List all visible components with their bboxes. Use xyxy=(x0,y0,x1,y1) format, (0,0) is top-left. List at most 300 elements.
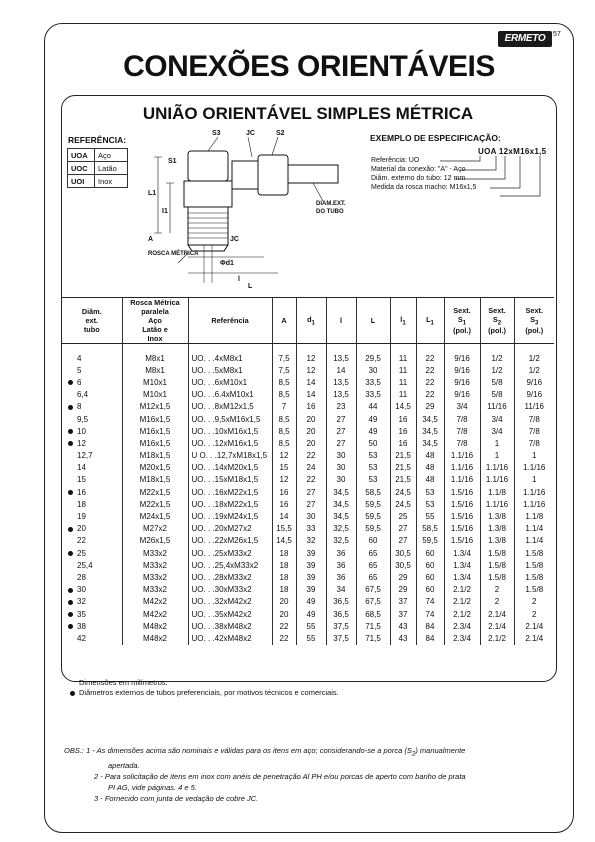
fitting-technical-drawing xyxy=(148,123,363,293)
label-diam-ext-1: DIAM.EXT. xyxy=(316,201,346,207)
cell-s3: 2.1/4 xyxy=(514,632,554,644)
cell-diameter: 12,7 xyxy=(77,451,93,461)
cell-l: 49 xyxy=(356,425,390,437)
cell-l: 32,5 xyxy=(326,523,356,535)
label-diam-ext-2: DO TUBO xyxy=(316,209,344,215)
cell-s3: 7/8 xyxy=(514,425,554,437)
cell-a: 15 xyxy=(272,462,296,474)
cell-d1: 32 xyxy=(296,535,326,547)
cell-l1: 30,5 xyxy=(390,559,416,571)
spec-example-label: EXEMPLO DE ESPECIFICAÇÃO: xyxy=(370,133,501,143)
cell-s3: 1.1/4 xyxy=(514,535,554,547)
cell-l: 44 xyxy=(356,401,390,413)
cell-ref: UO. . .14xM20x1,5 xyxy=(188,462,272,474)
cell-s2: 1.1/16 xyxy=(480,474,514,486)
cell-diameter: 14 xyxy=(77,463,86,473)
cell-diameter: 12 xyxy=(62,437,122,449)
preferred-bullet-icon xyxy=(68,441,73,446)
observations-block: OBS.: 1 - As dimensões acima são nominais e válidas para os itens em aço; considerando-se a porca $(S_2)$ manualmente apertada. 2 - Para solicitação de itens em inox com anéis de penetração Al PH e/ou porcas de aperto com banho de prata PI AG, vide páginas. 4 e 5. 3 - Fornecido com junta de vedação de cobre JC. xyxy=(64,746,466,803)
cell-rosca: M48x2 xyxy=(122,632,188,644)
spec-line-material: Material da conexão: "A" - Aço xyxy=(371,166,466,173)
cell-l1: 11 xyxy=(390,376,416,388)
cell-l: 30 xyxy=(326,474,356,486)
cell-l1: 30,5 xyxy=(390,547,416,559)
cell-ref: UO. . .35xM42x2 xyxy=(188,608,272,620)
cell-s1: 9/16 xyxy=(444,376,480,388)
cell-s3: 1.1/8 xyxy=(514,510,554,522)
cell-l1: 34,5 xyxy=(416,425,444,437)
cell-l: 27 xyxy=(326,437,356,449)
cell-diameter: 15 xyxy=(77,475,86,485)
cell-s3: 11/16 xyxy=(514,401,554,413)
preferred-bullet-icon xyxy=(68,380,73,385)
header-reference: Referência xyxy=(188,298,272,344)
label-rosca: ROSCA MÉTRICA xyxy=(148,251,199,257)
cell-s2: 2.1/2 xyxy=(480,632,514,644)
cell-s1: 2.3/4 xyxy=(444,620,480,632)
cell-s1: 2.3/4 xyxy=(444,632,480,644)
cell-l: 36 xyxy=(326,559,356,571)
cell-ref: UO. . .30xM33x2 xyxy=(188,584,272,596)
cell-s2: 1/2 xyxy=(480,364,514,376)
cell-diameter: 4 xyxy=(77,353,82,363)
cell-l: 71,5 xyxy=(356,632,390,644)
cell-l1: 37 xyxy=(390,596,416,608)
cell-ref: UO. . .9,5xM16x1,5 xyxy=(188,413,272,425)
cell-l: 13,5 xyxy=(326,376,356,388)
cell-rosca: M33x2 xyxy=(122,559,188,571)
cell-rosca: M18x1,5 xyxy=(122,450,188,462)
cell-l: 68,5 xyxy=(356,608,390,620)
cell-l: 14 xyxy=(326,364,356,376)
header-a: A xyxy=(272,298,296,344)
table-row xyxy=(62,401,554,413)
cell-diameter: 16 xyxy=(62,486,122,498)
preferred-bullet-icon xyxy=(68,624,73,629)
spec-line-diameter: Diâm. externo do tubo: 12 mm xyxy=(371,175,466,182)
cell-a: 18 xyxy=(272,559,296,571)
cell-a: 20 xyxy=(272,596,296,608)
cell-s2: 1.3/8 xyxy=(480,510,514,522)
label-l1: L1 xyxy=(148,190,157,197)
table-row xyxy=(62,413,554,425)
cell-l1: 59,5 xyxy=(416,535,444,547)
cell-l1: 29 xyxy=(390,571,416,583)
cell-d1: 55 xyxy=(296,620,326,632)
cell-l1: 60 xyxy=(416,584,444,596)
spec-line-reference: Referência: UO xyxy=(371,157,420,164)
cell-diameter: 38 xyxy=(62,620,122,632)
cell-a: 22 xyxy=(272,620,296,632)
cell-a: 8,5 xyxy=(272,413,296,425)
table-row xyxy=(62,376,554,388)
note-dimensions: Dimensões em milímetros. xyxy=(79,678,168,687)
cell-l: 34,5 xyxy=(326,486,356,498)
cell-d1: 20 xyxy=(296,437,326,449)
cell-l: 34,5 xyxy=(326,510,356,522)
cell-s3: 1/2 xyxy=(514,344,554,365)
ermeto-logo: ERMETO xyxy=(498,31,552,47)
obs-item-2: 2 - Para solicitação de itens em inox com anéis de penetração Al PH e/ou porcas de aperto com banho de prata xyxy=(94,771,466,781)
cell-s2: 1 xyxy=(480,437,514,449)
cell-diameter: 6 xyxy=(62,376,122,388)
cell-l1: 29 xyxy=(390,584,416,596)
nut-s1-shape xyxy=(188,151,228,181)
cell-l1: 25 xyxy=(390,510,416,522)
cell-s3: 2.1/4 xyxy=(514,620,554,632)
reference-label: REFERÊNCIA: xyxy=(68,135,127,145)
cell-l: 53 xyxy=(356,450,390,462)
label-l-small: l xyxy=(238,276,240,283)
cell-rosca: M18x1,5 xyxy=(122,474,188,486)
cell-diameter: 10 xyxy=(62,425,122,437)
cell-rosca: M8x1 xyxy=(122,364,188,376)
cell-l1: 34,5 xyxy=(416,413,444,425)
cell-s3: 1/2 xyxy=(514,364,554,376)
table-row xyxy=(62,510,554,522)
cell-a: 16 xyxy=(272,486,296,498)
spec-code-suffix: 12xM16x1,5 xyxy=(498,147,547,156)
preferred-bullet-icon xyxy=(68,551,73,556)
cell-l1: 43 xyxy=(390,620,416,632)
cell-s1: 1.3/4 xyxy=(444,559,480,571)
cell-l: 60 xyxy=(356,535,390,547)
page-title: CONEXÕES ORIENTÁVEIS xyxy=(123,50,495,83)
obs-label: OBS.: xyxy=(64,746,85,755)
cell-l: 36 xyxy=(326,571,356,583)
cell-rosca: M24x1,5 xyxy=(122,510,188,522)
cell-diameter: 35 xyxy=(62,608,122,620)
cell-l1: 34,5 xyxy=(416,437,444,449)
cell-l: 53 xyxy=(356,474,390,486)
cell-s1: 1.5/16 xyxy=(444,486,480,498)
preferred-bullet-icon xyxy=(68,405,73,410)
cell-a: 18 xyxy=(272,547,296,559)
cell-s2: 1.5/8 xyxy=(480,571,514,583)
cell-ref: UO. . .5xM8x1 xyxy=(188,364,272,376)
cell-l1: 16 xyxy=(390,413,416,425)
tube-shape xyxy=(288,165,338,183)
cell-l1: 11 xyxy=(390,344,416,365)
table-row xyxy=(62,344,554,365)
cell-diameter: 20 xyxy=(62,523,122,535)
cell-d1: 39 xyxy=(296,547,326,559)
table-row xyxy=(62,474,554,486)
cell-s2: 1/2 xyxy=(480,344,514,365)
cell-l1: 29 xyxy=(416,401,444,413)
cell-ref: UO. . .12xM16x1,5 xyxy=(188,437,272,449)
cell-ref: UO. . .10xM16x1,5 xyxy=(188,425,272,437)
preferred-bullet-icon xyxy=(68,588,73,593)
cell-diameter: 28 xyxy=(77,572,86,582)
cell-rosca: M26x1,5 xyxy=(122,535,188,547)
cell-l: 65 xyxy=(356,547,390,559)
cell-a: 8,5 xyxy=(272,389,296,401)
body-shape xyxy=(184,181,232,207)
cell-s3: 7/8 xyxy=(514,413,554,425)
preferred-bullet-icon xyxy=(68,600,73,605)
header-thread: Rosca Métrica paralela Aço Latão e Inox xyxy=(122,298,188,344)
cell-l: 53 xyxy=(356,462,390,474)
table-row xyxy=(62,364,554,376)
cell-rosca: M22x1,5 xyxy=(122,498,188,510)
cell-l: 29,5 xyxy=(356,344,390,365)
cell-d1: 39 xyxy=(296,584,326,596)
cell-d1: 39 xyxy=(296,559,326,571)
cell-rosca: M16x1,5 xyxy=(122,413,188,425)
cell-rosca: M42x2 xyxy=(122,608,188,620)
table-row xyxy=(62,437,554,449)
obs-item-3: 3 - Fornecido com junta de vedação de cobre JC. xyxy=(94,793,259,803)
cell-s3: 1.1/4 xyxy=(514,523,554,535)
cell-diameter: 5 xyxy=(77,365,82,375)
label-s3: S3 xyxy=(212,130,221,137)
cell-l1: 53 xyxy=(416,498,444,510)
cell-l: 34 xyxy=(326,584,356,596)
cell-l: 34,5 xyxy=(326,498,356,510)
cell-s2: 2 xyxy=(480,584,514,596)
notes-block xyxy=(70,678,339,698)
table-header-row xyxy=(62,298,554,344)
label-l-big: L xyxy=(248,283,253,290)
cell-ref: UO. . .28xM33x2 xyxy=(188,571,272,583)
cell-l1: 74 xyxy=(416,596,444,608)
cell-l1: 22 xyxy=(416,376,444,388)
cell-diameter: 30 xyxy=(62,584,122,596)
table-row xyxy=(62,547,554,559)
cell-a: 18 xyxy=(272,571,296,583)
cell-rosca: M16x1,5 xyxy=(122,425,188,437)
cell-s1: 1.5/16 xyxy=(444,510,480,522)
cell-s2: 2 xyxy=(480,596,514,608)
cell-l: 30 xyxy=(326,462,356,474)
cell-diameter: 42 xyxy=(77,633,86,643)
cell-s2: 11/16 xyxy=(480,401,514,413)
cell-rosca: M20x1,5 xyxy=(122,462,188,474)
cell-ref: UO. . .16xM22x1,5 xyxy=(188,486,272,498)
cell-rosca: M48x2 xyxy=(122,620,188,632)
cell-s2: 1.5/8 xyxy=(480,559,514,571)
table-row xyxy=(62,486,554,498)
cell-l: 37,5 xyxy=(326,632,356,644)
obs-item-1: 1 - As dimensões acima são nominais e válidas para os itens em aço; considerando-se a porca (S xyxy=(86,746,412,755)
cell-ref: UO. . .42xM48x2 xyxy=(188,632,272,644)
table-row xyxy=(62,596,554,608)
reference-code: UOC xyxy=(68,162,95,175)
cell-l1: 21,5 xyxy=(390,450,416,462)
label-d1: Φd1 xyxy=(220,260,234,267)
cell-a: 14 xyxy=(272,510,296,522)
cell-d1: 49 xyxy=(296,608,326,620)
cell-l1: 27 xyxy=(390,523,416,535)
cell-l: 36 xyxy=(326,547,356,559)
cell-d1: 12 xyxy=(296,344,326,365)
preferred-bullet-icon xyxy=(68,527,73,532)
cell-a: 12 xyxy=(272,474,296,486)
cell-a: 8,5 xyxy=(272,425,296,437)
cell-l1: 14,5 xyxy=(390,401,416,413)
cell-d1: 24 xyxy=(296,462,326,474)
label-i1: I1 xyxy=(162,208,168,215)
cell-s1: 2.1/2 xyxy=(444,596,480,608)
header-l1-big: $L_1$ xyxy=(416,298,444,344)
cell-s2: 2.1/4 xyxy=(480,620,514,632)
cell-d1: 20 xyxy=(296,425,326,437)
cell-l1: 48 xyxy=(416,462,444,474)
table-row xyxy=(62,535,554,547)
table-row xyxy=(62,498,554,510)
cell-s3: 2 xyxy=(514,608,554,620)
cell-l1: 16 xyxy=(390,425,416,437)
header-s3: Sext. $S_3$ (pol.) xyxy=(514,298,554,344)
table-row xyxy=(62,559,554,571)
cell-diameter: 22 xyxy=(77,536,86,546)
cell-d1: 55 xyxy=(296,632,326,644)
cell-l: 65 xyxy=(356,571,390,583)
cell-rosca: M33x2 xyxy=(122,584,188,596)
cell-a: 12 xyxy=(272,450,296,462)
table-row xyxy=(62,450,554,462)
cell-l: 65 xyxy=(356,559,390,571)
thread-hatching xyxy=(188,213,228,238)
spec-code-prefix: UOA xyxy=(478,147,497,156)
cell-s1: 1.5/16 xyxy=(444,535,480,547)
elbow-shape xyxy=(232,161,258,189)
cell-l: 67,5 xyxy=(356,596,390,608)
cell-l: 23 xyxy=(326,401,356,413)
cell-s1: 9/16 xyxy=(444,344,480,365)
cell-ref: UO. . .15xM18x1,5 xyxy=(188,474,272,486)
cell-ref: UO. . .38xM48x2 xyxy=(188,620,272,632)
cell-s3: 1.1/16 xyxy=(514,462,554,474)
cell-l1: 53 xyxy=(416,486,444,498)
cell-s2: 1.5/8 xyxy=(480,547,514,559)
cell-l: 59,5 xyxy=(356,523,390,535)
cell-a: 18 xyxy=(272,584,296,596)
cell-l: 58,5 xyxy=(356,486,390,498)
cell-s2: 2.1/4 xyxy=(480,608,514,620)
cell-l1: 11 xyxy=(390,389,416,401)
cell-l: 59,5 xyxy=(356,510,390,522)
cell-s1: 7/8 xyxy=(444,425,480,437)
cell-l1: 37 xyxy=(390,608,416,620)
cell-a: 8,5 xyxy=(272,376,296,388)
header-s2: Sext. $S_2$ (pol.) xyxy=(480,298,514,344)
cell-ref: U O. . .12,7xM18x1,5 xyxy=(188,450,272,462)
cell-s1: 1.5/16 xyxy=(444,523,480,535)
cell-rosca: M42x2 xyxy=(122,596,188,608)
spec-line-thread: Medida da rosca macho: M16x1,5 xyxy=(371,184,477,191)
cell-ref: UO. . .6xM10x1 xyxy=(188,376,272,388)
cell-rosca: M22x1,5 xyxy=(122,486,188,498)
cell-l1: 60 xyxy=(416,547,444,559)
cell-d1: 20 xyxy=(296,413,326,425)
cell-s1: 2.1/2 xyxy=(444,584,480,596)
cell-d1: 12 xyxy=(296,364,326,376)
cell-s2: 3/4 xyxy=(480,413,514,425)
table-row xyxy=(62,632,554,644)
cell-diameter: 25,4 xyxy=(77,560,93,570)
cell-s3: 9/16 xyxy=(514,389,554,401)
header-s1: Sext. $S_1$ (pol.) xyxy=(444,298,480,344)
label-s2: S2 xyxy=(276,130,285,137)
reference-code: UOA xyxy=(68,149,95,162)
cell-l1: 27 xyxy=(390,535,416,547)
cell-l: 37,5 xyxy=(326,620,356,632)
cell-s3: 1.1/16 xyxy=(514,498,554,510)
cell-l1: 60 xyxy=(416,571,444,583)
table-row xyxy=(62,523,554,535)
cell-l1: 21,5 xyxy=(390,474,416,486)
cell-d1: 39 xyxy=(296,571,326,583)
header-l-small: l xyxy=(326,298,356,344)
cell-s1: 7/8 xyxy=(444,437,480,449)
cell-s1: 3/4 xyxy=(444,401,480,413)
reference-code: UOI xyxy=(68,175,95,188)
cell-diameter: 8 xyxy=(62,401,122,413)
cell-ref: UO. . .6.4xM10x1 xyxy=(188,389,272,401)
table-row xyxy=(62,571,554,583)
cell-a: 8,5 xyxy=(272,437,296,449)
label-jc-top: JC xyxy=(246,130,255,137)
cell-rosca: M27x2 xyxy=(122,523,188,535)
cell-d1: 27 xyxy=(296,498,326,510)
section-subtitle: UNIÃO ORIENTÁVEL SIMPLES MÉTRICA xyxy=(142,104,474,123)
cell-rosca: M33x2 xyxy=(122,547,188,559)
cell-rosca: M10x1 xyxy=(122,389,188,401)
cell-l: 32,5 xyxy=(326,535,356,547)
cell-diameter: 9,5 xyxy=(77,414,89,424)
preferred-bullet-icon xyxy=(68,490,73,495)
cell-s1: 9/16 xyxy=(444,389,480,401)
cell-l: 33,5 xyxy=(356,389,390,401)
header-d1: $d_1$ xyxy=(296,298,326,344)
cell-rosca: M33x2 xyxy=(122,571,188,583)
preferred-bullet-icon xyxy=(68,612,73,617)
obs-item-1-cont: apertada. xyxy=(108,760,140,770)
cell-l1: 22 xyxy=(416,364,444,376)
cell-l1: 48 xyxy=(416,474,444,486)
cell-d1: 33 xyxy=(296,523,326,535)
cell-s3: 2 xyxy=(514,596,554,608)
cell-l: 13,5 xyxy=(326,344,356,365)
cell-l1: 22 xyxy=(416,344,444,365)
cell-l1: 24,5 xyxy=(390,498,416,510)
reference-material: Inox xyxy=(95,175,128,188)
cell-l1: 22 xyxy=(416,389,444,401)
cell-ref: UO. . .25,4xM33x2 xyxy=(188,559,272,571)
cell-d1: 27 xyxy=(296,486,326,498)
cell-s1: 2.1/2 xyxy=(444,608,480,620)
cell-diameter: 32 xyxy=(62,596,122,608)
cell-l: 50 xyxy=(356,437,390,449)
reference-material: Aço xyxy=(95,149,128,162)
header-diameter: Diâm. ext. tubo xyxy=(62,298,122,344)
cell-l: 30 xyxy=(356,364,390,376)
cell-diameter: 25 xyxy=(62,547,122,559)
cell-s1: 9/16 xyxy=(444,364,480,376)
cell-l: 13,5 xyxy=(326,389,356,401)
cell-l: 67,5 xyxy=(356,584,390,596)
cell-a: 7,5 xyxy=(272,364,296,376)
cell-s2: 5/8 xyxy=(480,376,514,388)
cell-d1: 22 xyxy=(296,474,326,486)
header-l1-small: $l_1$ xyxy=(390,298,416,344)
cell-l: 36,5 xyxy=(326,608,356,620)
cell-s1: 1.3/4 xyxy=(444,571,480,583)
cell-d1: 22 xyxy=(296,450,326,462)
cell-diameter: 18 xyxy=(77,499,86,509)
